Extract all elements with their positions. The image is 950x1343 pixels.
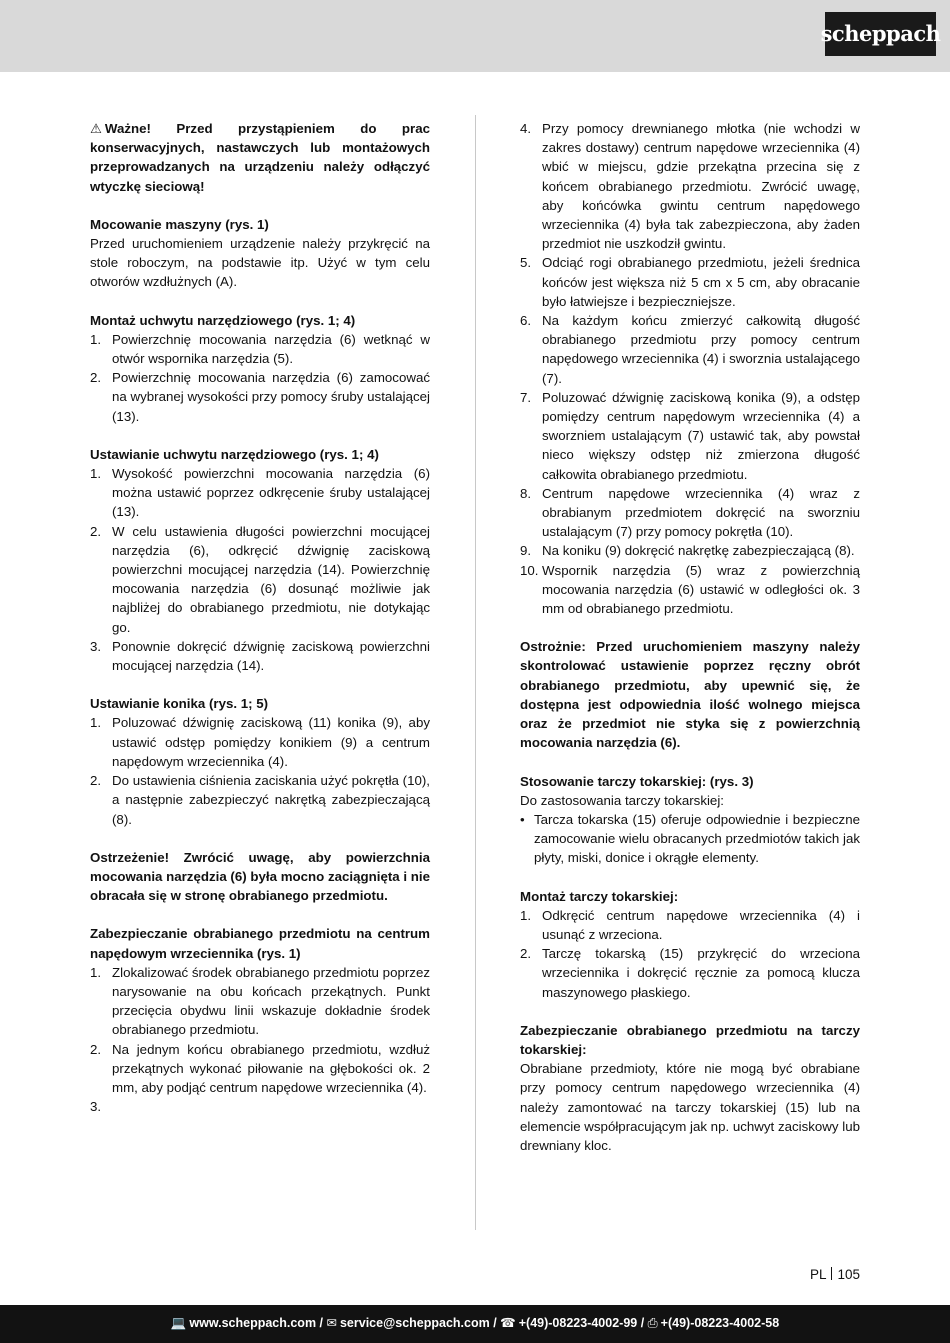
item-text: Odkręcić centrum napędowe wrzeciennika (4) i usunąć z wrzeciona. (542, 907, 860, 942)
bullet-dot-icon: • (520, 811, 525, 827)
list-item (90, 771, 430, 829)
item-number: 6. (520, 313, 532, 329)
item-text: Powierzchnię mocowania narzędzia (6) wetknąć w otwór wspornika narzędzia (5). (112, 331, 430, 367)
list-item (520, 311, 860, 388)
fax-icon: ⎙ (647, 1316, 658, 1331)
brand-logo: scheppach (825, 12, 936, 56)
footer-email-link[interactable]: service@scheppach.com (339, 1316, 490, 1331)
section-text: Do zastosowania tarczy tokarskiej: (520, 792, 724, 808)
item-text: Poluzować dźwignię zaciskową (11) konika (9), aby ustawić odstęp pomiędzy konikiem (9) a centrum napędowym wrzeciennika (4). (112, 715, 430, 769)
item-text: Do ustawienia ciśnienia zaciskania użyć pokrętła (10), a następnie zabezpieczyć nakrętką zabezpieczającą (8). (112, 773, 430, 827)
item-number: 8. (520, 485, 532, 501)
warning-triangle-icon: ⚠ (90, 121, 102, 136)
warning-text: Ważne! Przed przystąpieniem do prac konserwacyjnych, nastawczych lub montażowych przeprowadzanych na urządzeniu należy odłączyć wtyczkę sieciową! (90, 121, 430, 194)
item-number: 7. (520, 389, 532, 405)
item-number: 4. (520, 121, 532, 136)
numbered-list (90, 713, 430, 828)
list-item (90, 1040, 430, 1098)
list-item (520, 944, 860, 1002)
item-number: 2. (520, 946, 532, 962)
item-number: 2. (90, 370, 102, 386)
item-text: Na każdym końcu zmierzyć całkowitą długość obrabianego przedmiotu przy pomocy centrum napędowego wrzeciennika (4) i sworznia ustalającego (7). (542, 313, 860, 386)
item-text: Wysokość powierzchni mocowania narzędzia (6) można ustawić poprzez odkręcenie śruby ustalającej (13). (112, 466, 430, 520)
footer-website-link[interactable]: www.scheppach.com (189, 1316, 317, 1331)
page-number (810, 1265, 860, 1284)
item-number: 5. (520, 255, 532, 271)
item-number: 3. (90, 638, 102, 654)
item-text: Tarczę tokarską (15) przykręcić do wrzeciona wrzeciennika i dokręcić ręcznie za pomocą klucza maszynowego płaskiego. (542, 946, 860, 1000)
section-text: Przed uruchomieniem urządzenie należy przykręcić na stole roboczym, na podstawie itp. Użyć w tym celu otworów wzdłużnych (A). (90, 236, 430, 290)
section-heading: Ustawianie konika (rys. 1; 5) (90, 696, 269, 712)
footer-separator: / (316, 1316, 327, 1331)
list-item (90, 713, 430, 771)
numbered-list (90, 963, 430, 1117)
item-text: W celu ustawienia długości powierzchni mocującej narzędzia (6), odkręcić dźwignię zaciskową powierzchni mocującej narzędzia (14). Powierzchnię mocowania narzędzia (6) dosunąć możliwie jak najbliżej do obrabianego przedmiotu, nie dotykając go. (112, 523, 430, 635)
footer-separator: / (489, 1316, 501, 1331)
list-item (520, 388, 860, 484)
list-item (90, 522, 430, 637)
item-text: Zlokalizować środek obrabianego przedmiotu poprzez narysowanie na obu końcach przekątnych. Punkt przecięcia obydwu linii wskazuje dokładnie środek obrabianego przedmiotu. (112, 964, 430, 1038)
item-number: 2. (90, 1041, 102, 1057)
footer-phone: +(49)-08223-4002-99 (518, 1316, 638, 1331)
item-text: Na jednym końcu obrabianego przedmiotu, wzdłuż przekątnych wykonać piłowanie na głębokości ok. 2 mm, aby podjąć centrum napędowe wrzeciennika (4). (112, 1041, 430, 1095)
computer-icon: 💻 (170, 1316, 187, 1331)
item-number: 3. (90, 1099, 102, 1115)
list-item (90, 368, 430, 426)
item-text: Tarcza tokarska (15) oferuje odpowiednie i bezpieczne zamocowanie wielu obracanych przedmiotów takich jak płyty, miski, donice i okrągłe elementy. (534, 811, 860, 866)
list-item (520, 541, 860, 560)
left-column (90, 119, 430, 1116)
item-text: Ponownie dokręcić dźwignię zaciskową powierzchni mocującej narzędzia (14). (112, 638, 430, 674)
footer-fax: +(49)-08223-4002-58 (660, 1316, 780, 1331)
item-number: 10. (520, 562, 539, 578)
footer-band (0, 1305, 950, 1343)
section-heading: Stosowanie tarczy tokarskiej: (rys. 3) (520, 773, 754, 789)
right-column (520, 119, 860, 1155)
item-number: 1. (90, 964, 102, 980)
item-number: 2. (90, 523, 102, 539)
item-text: Odciąć rogi obrabianego przedmiotu, jeżeli średnica końców jest większa niż 5 cm x 5 cm, aby obracanie było łatwiejsze i bezpieczniejsze. (542, 255, 860, 309)
item-number: 2. (90, 773, 102, 789)
phone-icon: ☎ (500, 1316, 516, 1331)
warning-note (90, 119, 430, 196)
section-heading: Zabezpieczanie obrabianego przedmiotu na tarczy tokarskiej: (520, 1022, 860, 1057)
item-text: Przy pomocy drewnianego młotka (nie wchodzi w zakres dostawy) centrum napędowe wrzeciennika (4) wbić w miejscu, gdzie przekątna przecina się z końcem obrabianego przedmiotu. Zwrócić uwagę, aby końcówka gwintu centrum napędowego wrzeciennika (4) była tak zabezpieczona, aby żaden przedmiot nie uszkodził gwintu. (542, 121, 860, 252)
section-heading: Montaż uchwytu narzędziowego (rys. 1; 4) (90, 312, 356, 328)
column-divider (475, 115, 476, 1230)
item-text: Na koniku (9) dokręcić nakrętkę zabezpieczającą (8). (542, 543, 855, 559)
item-text: Powierzchnię mocowania narzędzia (6) zamocować na wybranej wysokości przy pomocy śruby ustalającej (13). (112, 370, 430, 424)
bullet-list (520, 810, 860, 868)
section-heading: Montaż tarczy tokarskiej: (520, 888, 679, 904)
numbered-list (90, 464, 430, 675)
caution-note: Ostrożnie: Przed uruchomieniem maszyny należy skontrolować ustawienie poprzez ręczny obrót obrabianego przedmiotu, aby upewnić się, że dostępna jest odpowiednia ilość wolnego miejsca oraz że przedmiot nie styka się z powierzchnią mocowania narzędzia (6). (520, 639, 860, 751)
language-code: PL (809, 1267, 827, 1282)
caution-note: Ostrzeżenie! Zwrócić uwagę, aby powierzchnia mocowania narzędzia (6) była mocno zaciągnięta i nie obracała się w stronę obrabianego przedmiotu. (90, 849, 430, 904)
item-number: 9. (520, 543, 532, 559)
item-number: 1. (90, 331, 102, 347)
list-item (520, 906, 860, 944)
item-text: Wspornik narzędzia (5) wraz z powierzchnią mocowania narzędzia (6) ustawić w odległości ok. 3 mm od obrabianego przedmiotu. (542, 562, 860, 617)
section-heading: Mocowanie maszyny (rys. 1) (90, 216, 269, 232)
numbered-list (90, 330, 430, 426)
item-text: Centrum napędowe wrzeciennika (4) wraz z obrabianym przedmiotem dokręcić na sworzniu ustalającym (7) przy pomocy pokrętła (10). (542, 485, 860, 540)
list-item (90, 1097, 430, 1116)
item-number: 1. (90, 715, 102, 731)
list-item (520, 253, 860, 311)
header-band (0, 0, 950, 72)
numbered-list (520, 906, 860, 1002)
bullet-item (520, 810, 860, 868)
list-item (90, 464, 430, 522)
list-item (90, 637, 430, 675)
list-item (90, 963, 430, 1040)
list-item (90, 330, 430, 368)
numbered-list (520, 119, 860, 618)
page-number-value: 105 (837, 1267, 860, 1282)
section-heading: Ustawianie uchwytu narzędziowego (rys. 1; 4) (90, 446, 379, 462)
item-number: 1. (520, 907, 532, 923)
item-number: 1. (90, 466, 102, 482)
page-number-divider (831, 1267, 832, 1280)
list-item (520, 484, 860, 542)
item-text: Poluzować dźwignię zaciskową konika (9), a odstęp pomiędzy centrum napędowym wrzeciennika (4) a sworzniem ustalającym (7) ustawić tak, aby powstał nieco większy odstęp niż zmierzona długość całkowita obrabianego przedmiotu. (542, 389, 860, 482)
mail-icon: ✉ (326, 1316, 337, 1331)
footer-separator: / (637, 1316, 648, 1331)
section-heading: Zabezpieczanie obrabianego przedmiotu na centrum napędowym wrzeciennika (rys. 1) (90, 926, 430, 961)
section-text: Obrabiane przedmioty, które nie mogą być obrabiane przy pomocy centrum napędowego wrzeciennika (4) należy zamontować na tarczy tokarskiej (15) lub na elemencie współpracującym jak np. uchwyt zaciskowy lub drewniany kloc. (520, 1061, 860, 1153)
list-item (520, 119, 860, 253)
list-item (520, 561, 860, 619)
